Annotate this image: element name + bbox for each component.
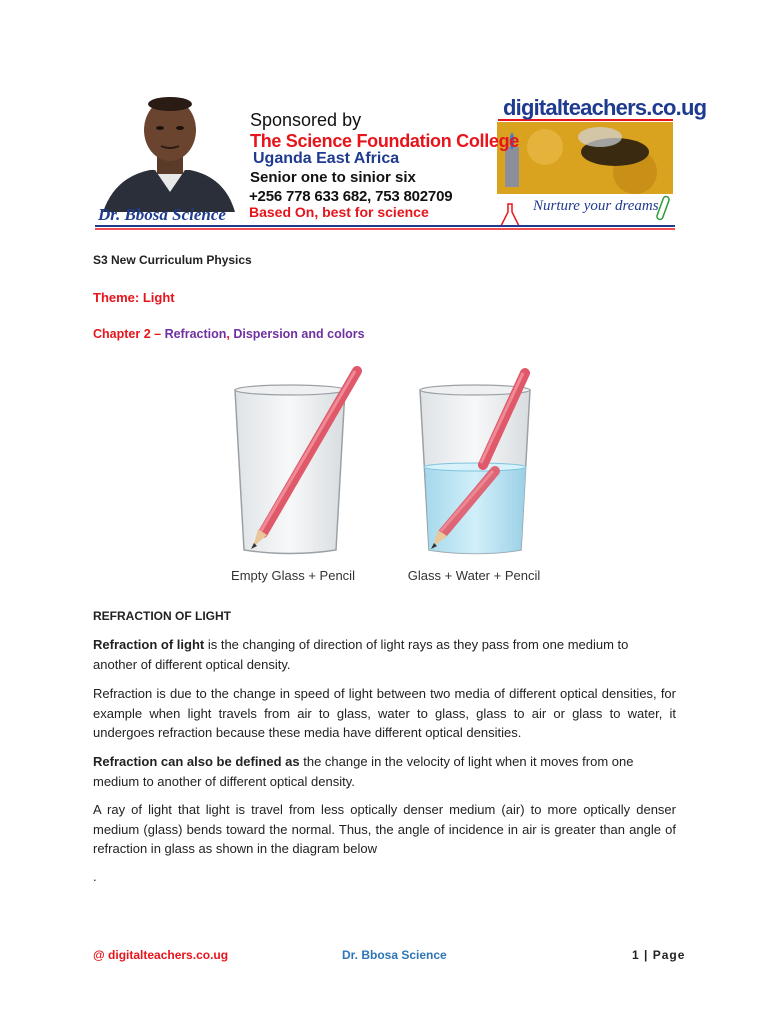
bee-lab-image [497,122,673,194]
caption-left: Empty Glass + Pencil [231,568,355,583]
chapter-prefix: Chapter 2 – [93,327,165,341]
footer-author: Dr. Bbosa Science [342,948,447,962]
site-logo-text: digitalteachers.co.ug [503,95,707,120]
motto: Nurture your dreams [533,198,659,214]
section-heading: REFRACTION OF LIGHT [93,609,231,623]
sponsor-line: Sponsored by [250,110,362,130]
chapter-title [93,325,676,345]
paragraph-normal: A ray of light that light is travel from less optically denser medium (air) to more optically denser medium (glass) bends toward the normal. Thus, the angle of incidence in air is greater than angle of refraction in glass as shown in the diagram below [93,802,676,856]
alt-definition-text: the change in the velocity of light when it moves from one medium to another of different optical density. [93,754,634,789]
course-title: S3 New Curriculum Physics [93,253,252,267]
paragraph-alt-definition [93,752,676,791]
college-region: Uganda East Africa [253,150,400,167]
college-slogan: Based On, best for science [249,204,429,220]
flask-icon [501,204,519,226]
theme-title: Theme: Light [93,290,175,305]
college-level: Senior one to sinior six [250,169,416,186]
page-label: | Page [639,948,686,962]
author-portrait [103,97,235,212]
contact-phone: +256 778 633 682, 753 802709 [249,188,453,205]
definition-text: is the changing of direction of light rays as they pass from one medium to another of different optical density. [93,637,629,672]
chapter-title-a: Refraction [164,327,227,341]
water-glass [420,385,530,554]
trailing-period: . [93,869,97,884]
chapter-title-b: Dispersion and colors [233,327,365,341]
college-name: The Science Foundation College [250,131,520,151]
chapter-separator: , [226,327,234,341]
footer-site: @ digitalteachers.co.ug [93,948,229,962]
paragraph-definition [93,635,676,674]
footer-page [632,948,685,962]
refraction-figure [215,365,560,590]
paragraph-cause: Refraction is due to the change in speed of light between two media of different optical densities, for example when light travels from air to glass, water to glass, glass to air or glass to water, it undergoes refraction because these media have different optical densities. [93,686,676,740]
caption-right: Glass + Water + Pencil [407,568,541,583]
page-number: 1 [632,948,640,962]
term-refraction: Refraction of light [93,637,205,652]
alt-definition-lead: Refraction can also be defined as [93,754,300,769]
author-name: Dr. Bbosa Science [98,205,226,224]
